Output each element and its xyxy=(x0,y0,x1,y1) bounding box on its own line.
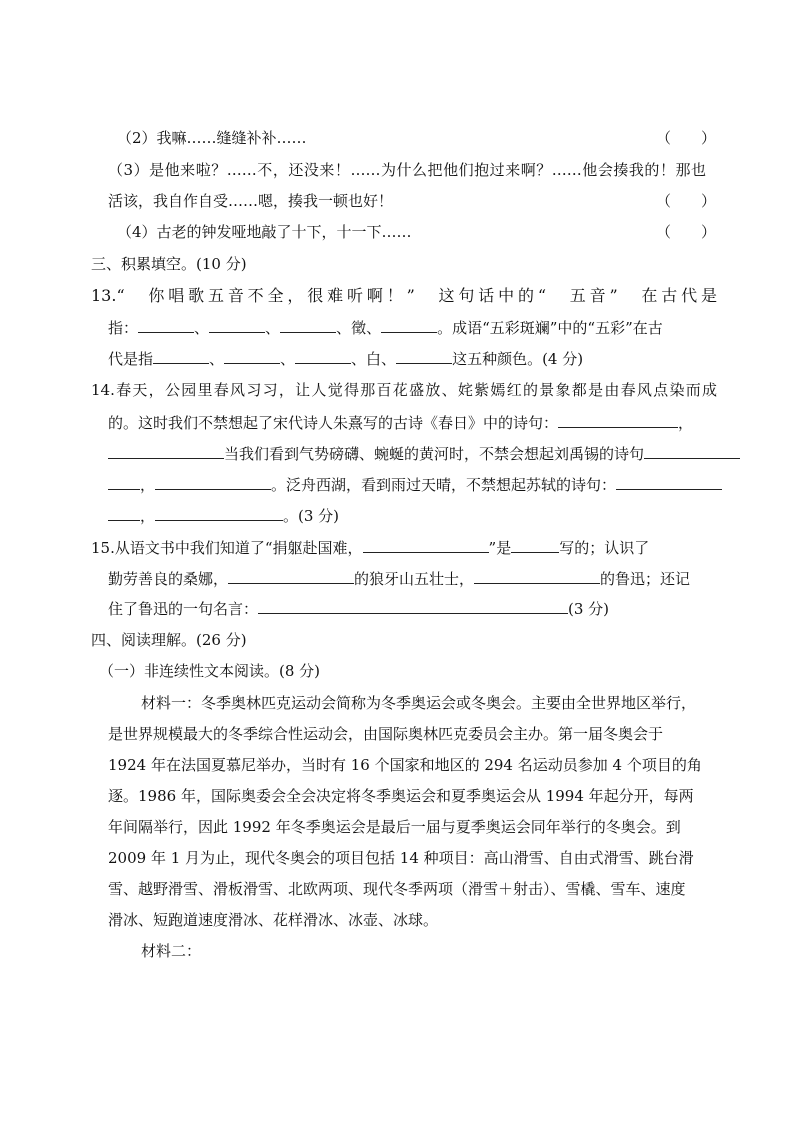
q14-line5 xyxy=(108,505,339,526)
q15-line1-tail: 写的；认识了 xyxy=(559,539,650,557)
q13-sep: 、 xyxy=(265,319,281,337)
q13-blank-3[interactable] xyxy=(280,317,336,333)
item-3-text-line2: 活该，我自作自受……嗯，揍我一顿也好！ xyxy=(108,192,394,210)
q14-comma: ， xyxy=(678,414,694,432)
q13-bai: 、白、 xyxy=(351,350,397,368)
q15-line3 xyxy=(108,598,609,619)
q13-blank-2[interactable] xyxy=(209,317,265,333)
q13-line3-tail: 这五种颜色。(4 分) xyxy=(452,350,584,368)
material1-line: 滑冰、短跑道速度滑冰、花样滑冰、冰壶、冰球。 xyxy=(108,911,439,929)
q15-score: (3 分) xyxy=(568,600,610,618)
material1-line: 材料一：冬季奥林匹克运动会简称为冬季奥运会或冬奥会。主要由全世界地区举行， xyxy=(141,694,697,712)
material2-label: 材料二： xyxy=(141,942,202,960)
q14-blank-5[interactable] xyxy=(616,474,722,490)
material1-line: 2009 年 1 月为止，现代冬奥会的项目包括 14 种项目：高山滑雪、自由式滑雪、跳台滑 xyxy=(108,849,694,867)
q13-line2-tail: 。成语“五彩斑斓”中的“五彩”在古 xyxy=(437,319,663,337)
item-4-answer-paren[interactable]: （ ） xyxy=(656,223,717,241)
item-2-text: （2）我嘛……缝缝补补…… xyxy=(117,129,307,147)
q13-sep: 、 xyxy=(280,350,296,368)
item-3-answer-paren[interactable]: （ ） xyxy=(656,192,717,210)
q14-line2-text: 的。这时我们不禁想起了宋代诗人朱熹写的古诗《春日》中的诗句： xyxy=(108,414,559,432)
section-4-sub-heading: （一）非连续性文本阅读。(8 分) xyxy=(99,662,321,680)
q13-blank-1[interactable] xyxy=(138,317,194,333)
item-2-answer-paren[interactable]: （ ） xyxy=(656,129,717,147)
q15-blank-2[interactable] xyxy=(511,537,559,553)
q15-blank-4[interactable] xyxy=(474,568,600,584)
q14-blank-3[interactable] xyxy=(644,443,740,459)
q13-color-blank-2[interactable] xyxy=(224,348,280,364)
material1-line: 逐。1986 年，国际奥委会全会决定将冬季奥运会和夏季奥运会从 1994 年起分开，每两 xyxy=(108,787,694,805)
q14-blank-4[interactable] xyxy=(155,474,271,490)
q15-line2 xyxy=(108,568,690,589)
q14-comma: ， xyxy=(140,476,156,494)
q15-line1-text: 15.从语文书中我们知道了“捐躯赴国难， xyxy=(91,539,363,557)
section-3-heading: 三、积累填空。(10 分) xyxy=(91,255,247,273)
q14-comma: ， xyxy=(140,507,156,525)
q13-sep: 、 xyxy=(194,319,210,337)
q14-line2 xyxy=(108,412,693,433)
q14-line1: 14.春天，公园里春风习习，让人觉得那百花盛放、姹紫嫣红的景象都是由春风点染而成 xyxy=(91,381,717,399)
q13-color-blank-1[interactable] xyxy=(153,348,209,364)
q14-blank-6[interactable] xyxy=(155,505,283,521)
q15-shi: ”是 xyxy=(488,539,512,557)
q13-line3-prefix: 代是指 xyxy=(108,350,154,368)
q14-blank-1[interactable] xyxy=(558,412,678,428)
q15-line2-text: 勤劳善良的桑娜， xyxy=(108,570,229,588)
q14-line4 xyxy=(108,474,722,495)
q13-sep: 、 xyxy=(336,319,352,337)
q15-line1 xyxy=(91,537,649,558)
q13-line3 xyxy=(108,348,583,369)
q15-line3-text: 住了鲁迅的一句名言： xyxy=(108,600,259,618)
q15-line2-tail: 的鲁迅；还记 xyxy=(600,570,691,588)
q13-color-blank-3[interactable] xyxy=(295,348,351,364)
section-4-heading: 四、阅读理解。(26 分) xyxy=(91,631,247,649)
q14-blank-5-cont[interactable] xyxy=(108,505,140,521)
q13-zhi: 徵、 xyxy=(351,319,382,337)
q13-line1: 13.“ 你唱歌五音不全，很难听啊！” 这句话中的“ 五音” 在古代是 xyxy=(91,286,717,305)
item-3-text-line1: （3）是他来啦？……不，还没来！……为什么把他们抱过来啊？……他会揍我的！那也 xyxy=(108,161,706,179)
q13-blank-4[interactable] xyxy=(381,317,437,333)
q13-line2 xyxy=(108,317,663,338)
q15-line2-mid: 的狼牙山五壮士， xyxy=(354,570,475,588)
q13-prefix: 指： xyxy=(108,319,139,337)
q14-line3 xyxy=(108,443,740,464)
material1-line: 是世界规模最大的冬季综合性运动会，由国际奥林匹克委员会主办。第一届冬奥会于 xyxy=(108,725,664,743)
q14-blank-2[interactable] xyxy=(108,443,224,459)
q14-line5-tail: 。(3 分) xyxy=(283,507,340,525)
material1-line: 年间隔举行，因此 1992 年冬季奥运会是最后一届与夏季奥运会同年举行的冬奥会。到 xyxy=(108,818,681,836)
q15-blank-5[interactable] xyxy=(258,598,568,614)
q15-blank-1[interactable] xyxy=(363,537,489,553)
material1-line: 1924 年在法国夏慕尼举办，当时有 16 个国家和地区的 294 名运动员参加 4 个项目的角 xyxy=(108,756,702,774)
q14-line4-text: 。泛舟西湖，看到雨过天晴，不禁想起苏轼的诗句： xyxy=(271,476,617,494)
q14-line3-text: 当我们看到气势磅礴、蜿蜒的黄河时，不禁会想起刘禹锡的诗句 xyxy=(224,445,645,463)
q14-blank-3-cont[interactable] xyxy=(108,474,140,490)
q13-color-blank-4[interactable] xyxy=(396,348,452,364)
q13-sep: 、 xyxy=(209,350,225,368)
item-4-text: （4）古老的钟发哑地敲了十下，十一下…… xyxy=(117,223,412,241)
q15-blank-3[interactable] xyxy=(228,568,354,584)
material1-line: 雪、越野滑雪、滑板滑雪、北欧两项、现代冬季两项（滑雪＋射击）、雪橇、雪车、速度 xyxy=(108,880,686,898)
